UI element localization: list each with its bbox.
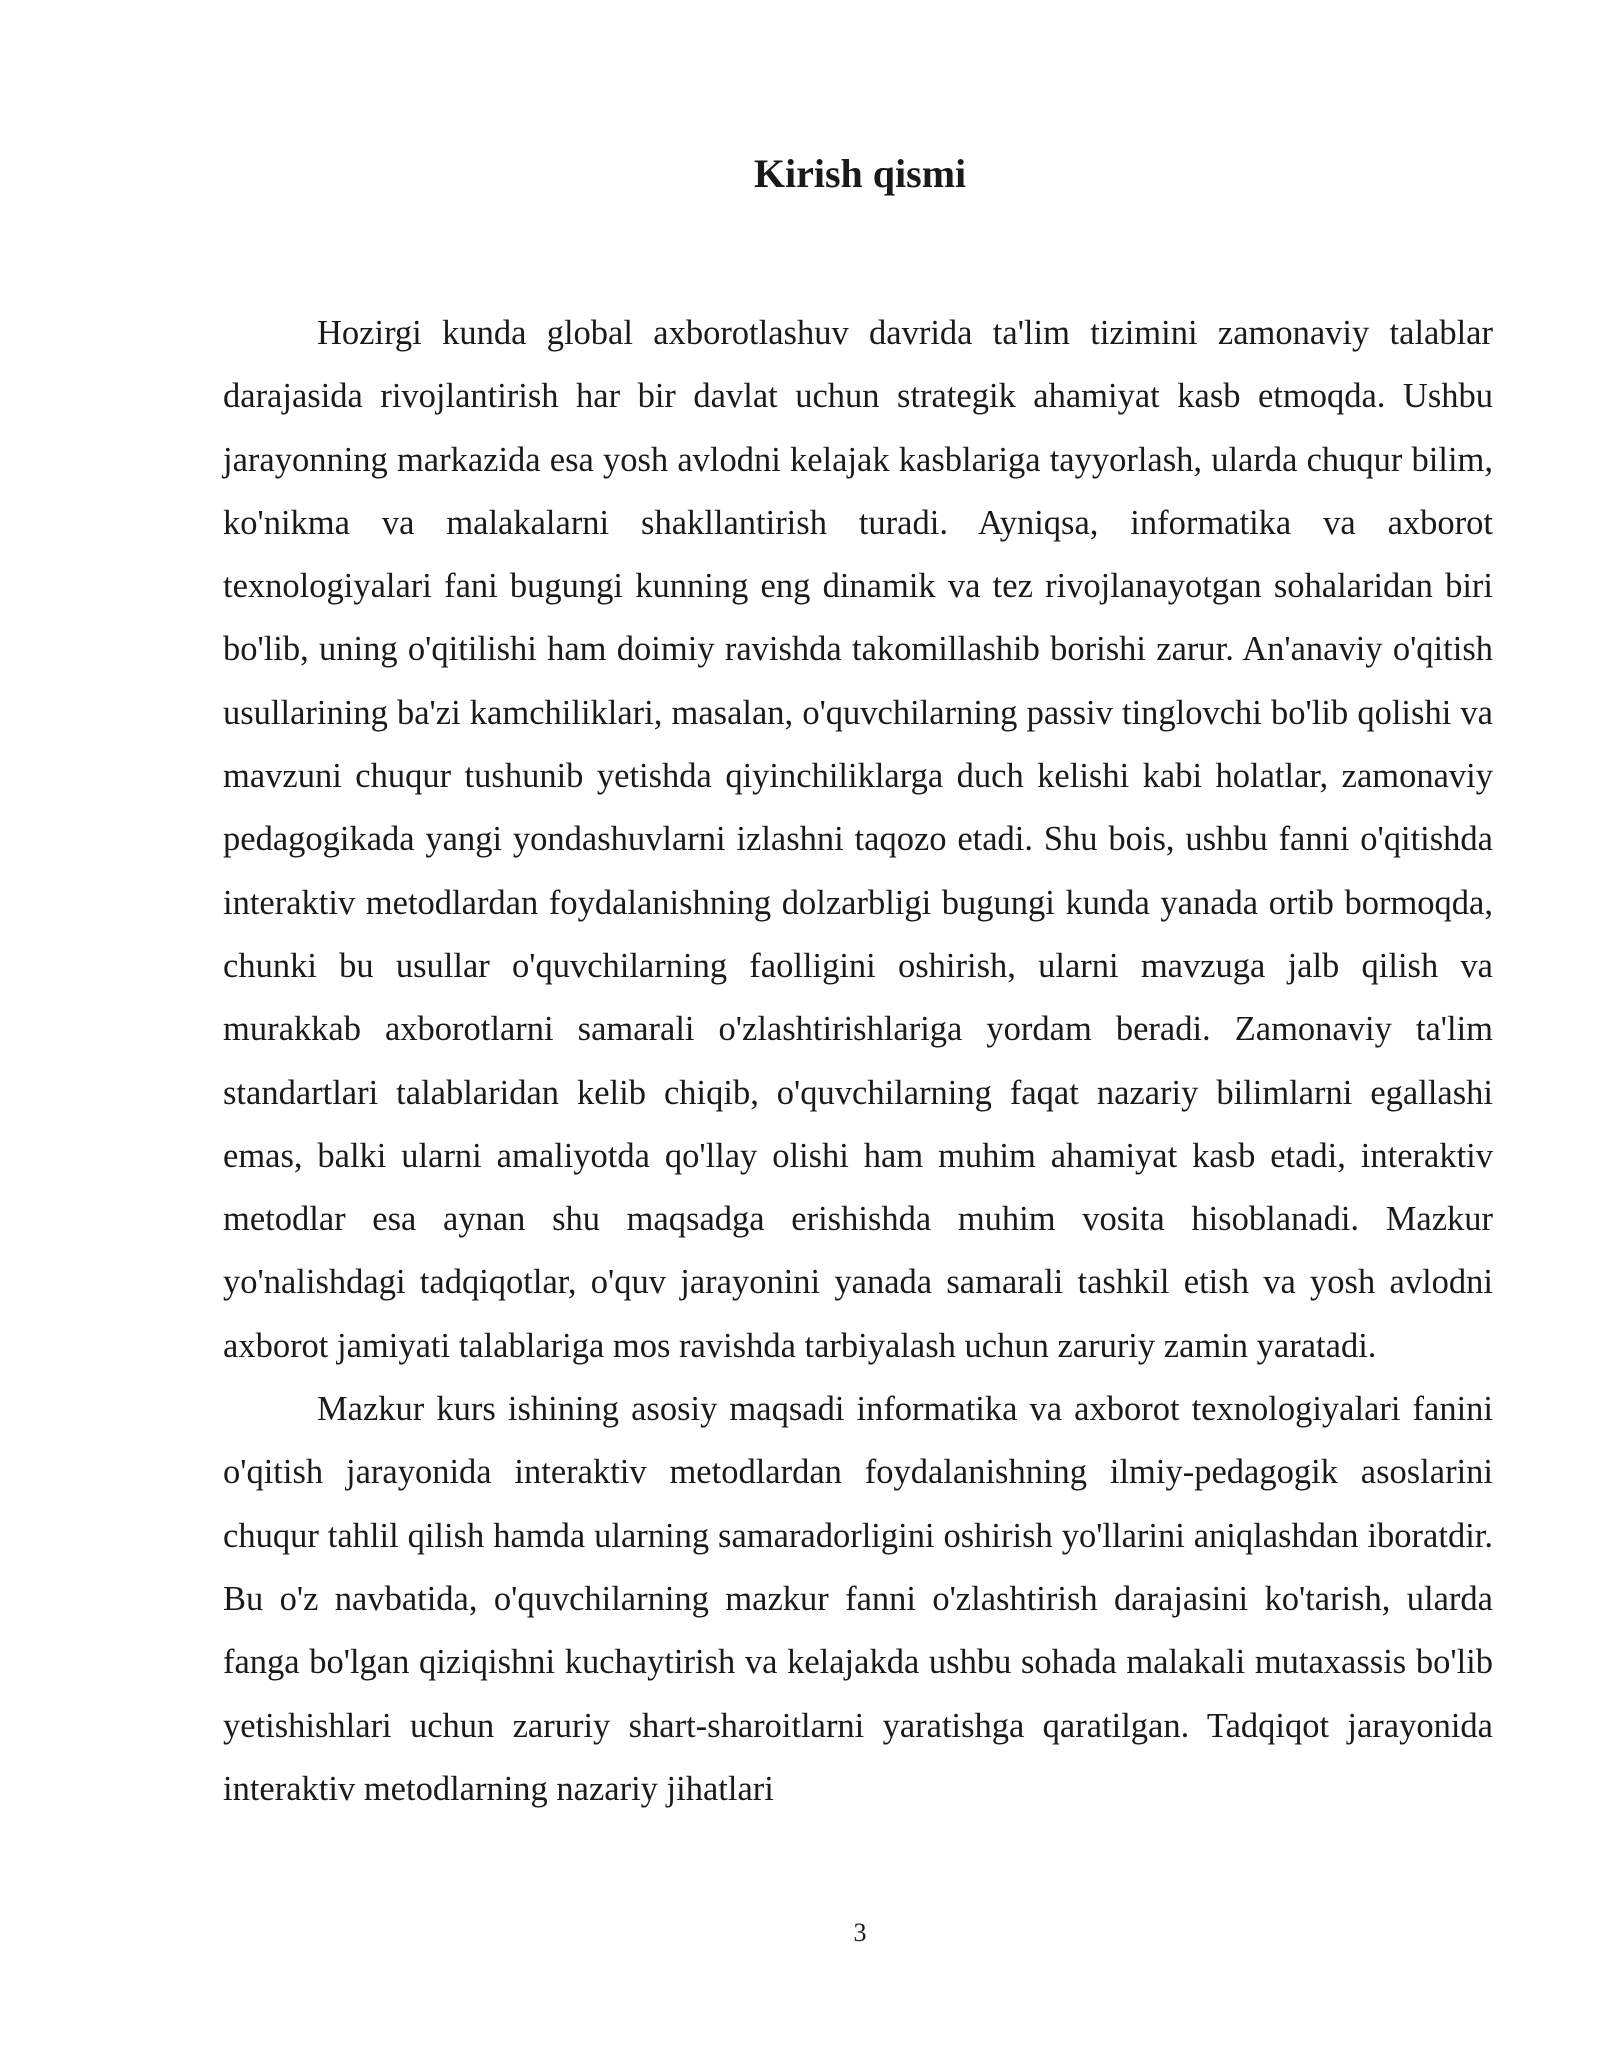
body-text (223, 302, 1493, 1821)
paragraph-2: Mazkur kurs ishining asosiy maqsadi informatika va axborot texnologiyalari fanini o'qitish jarayonida interaktiv metodlardan foydalanishning ilmiy-pedagogik asoslarini chuqur tahlil qilish hamda ularning samaradorligini oshirish yo'llarini aniqlashdan iboratdir. Bu o'z navbatida, o'quvchilarning mazkur fanni o'zlashtirish darajasini ko'tarish, ularda fanga bo'lgan qiziqishni kuchaytirish va kelajakda ushbu sohada malakali mutaxassis bo'lib yetishishlari uchun zaruriy shart-sharoitlarni yaratishga qaratilgan. Tadqiqot jarayonida interaktiv metodlarning nazariy jihatlari (223, 1390, 1493, 1808)
page-title: Kirish qismi (753, 151, 967, 196)
paragraph-1: Hozirgi kunda global axborotlashuv davrida ta'lim tizimini zamonaviy talablar darajasida rivojlantirish har bir davlat uchun strategik ahamiyat kasb etmoqda. Ushbu jarayonning markazida esa yosh avlodni kelajak kasblariga tayyorlash, ularda chuqur bilim, ko'nikma va malakalarni shakllantirish turadi. Ayniqsa, informatika va axborot texnologiyalari fani bugungi kunning eng dinamik va tez rivojlanayotgan sohalaridan biri bo'lib, uning o'qitilishi ham doimiy ravishda takomillashib borishi zarur. An'anaviy o'qitish usullarining ba'zi kamchiliklari, masalan, o'quvchilarning passiv tinglovchi bo'lib qolishi va mavzuni chuqur tushunib yetishda qiyinchiliklarga duch kelishi kabi holatlar, zamonaviy pedagogikada yangi yondashuvlarni izlashni taqozo etadi. Shu bois, ushbu fanni o'qitishda interaktiv metodlardan foydalanishning dolzarbligi bugungi kunda yanada ortib bormoqda, chunki bu usullar o'quvchilarning faolligini oshirish, ularni mavzuga jalb qilish va murakkab axborotlarni samarali o'zlashtirishlariga yordam beradi. Zamonaviy ta'lim standartlari talablaridan kelib chiqib, o'quvchilarning faqat nazariy bilimlarni egallashi emas, balki ularni amaliyotda qo'llay olishi ham muhim ahamiyat kasb etadi, interaktiv metodlar esa aynan shu maqsadga erishishda muhim vosita hisoblanadi. Mazkur yo'nalishdagi tadqiqotlar, o'quv jarayonini yanada samarali tashkil etish va yosh avlodni axborot jamiyati talablariga mos ravishda tarbiyalash uchun zaruriy zamin yaratadi. (223, 314, 1493, 1365)
page-number: 3 (853, 1918, 867, 1947)
